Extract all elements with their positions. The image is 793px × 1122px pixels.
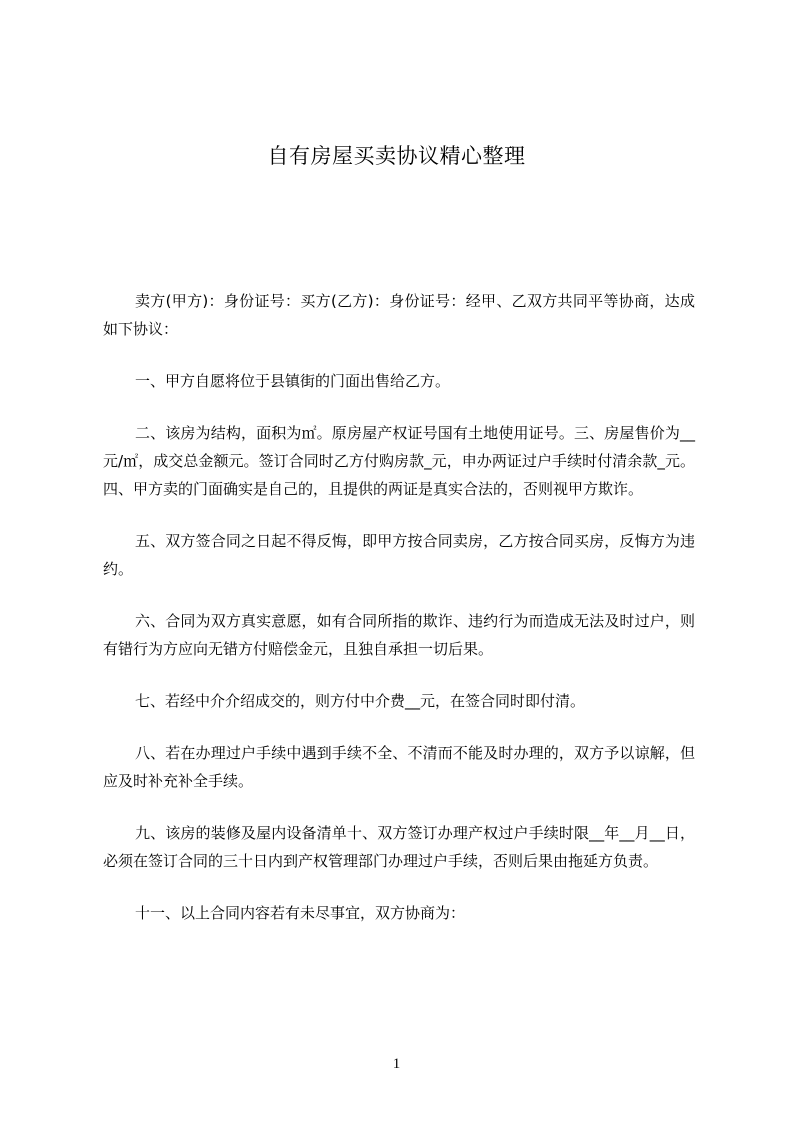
paragraph-clause-2-4: 二、该房为结构，面积为㎡。原房屋产权证号国有土地使用证号。三、房屋售价为__元/㎡，成交总金额元。签订合同时乙方付购房款_元，申办两证过户手续时付清余款_元。四、甲方卖的门面确实是自己的，且提供的两证是真实合法的，否则视甲方欺诈。 <box>103 424 695 498</box>
paragraph-clause-5: 五、双方签合同之日起不得反悔，即甲方按合同卖房，乙方按合同买房，反悔方为违约。 <box>103 532 695 578</box>
paragraph-clause-9-10: 九、该房的装修及屋内设备清单十、双方签订办理产权过户手续时限__年__月__日，必须在签订合同的三十日内到产权管理部门办理过户手续，否则后果由拖延方负责。 <box>103 824 695 870</box>
paragraph-clause-8: 八、若在办理过户手续中遇到手续不全、不清而不能及时办理的，双方予以谅解，但应及时补充补全手续。 <box>103 744 695 790</box>
page-number: 1 <box>392 1056 401 1072</box>
paragraph-clause-6: 六、合同为双方真实意愿，如有合同所指的欺诈、违约行为而造成无法及时过户，则有错行为方应向无错方付赔偿金元，且独自承担一切后果。 <box>103 612 695 658</box>
paragraph-clause-1: 一、甲方自愿将位于县镇街的门面出售给乙方。 <box>135 372 451 390</box>
document-title: 自有房屋买卖协议精心整理 <box>267 144 526 168</box>
document-body <box>103 287 695 951</box>
paragraph-parties: 卖方(甲方)：身份证号：买方(乙方)：身份证号：经甲、乙双方共同平等协商，达成如下协议： <box>103 292 695 338</box>
paragraph-clause-11: 十一、以上合同内容若有未尽事宜，双方协商为： <box>135 904 466 922</box>
paragraph-clause-7: 七、若经中介介绍成交的，则方付中介费__元，在签合同时即付清。 <box>135 692 586 710</box>
